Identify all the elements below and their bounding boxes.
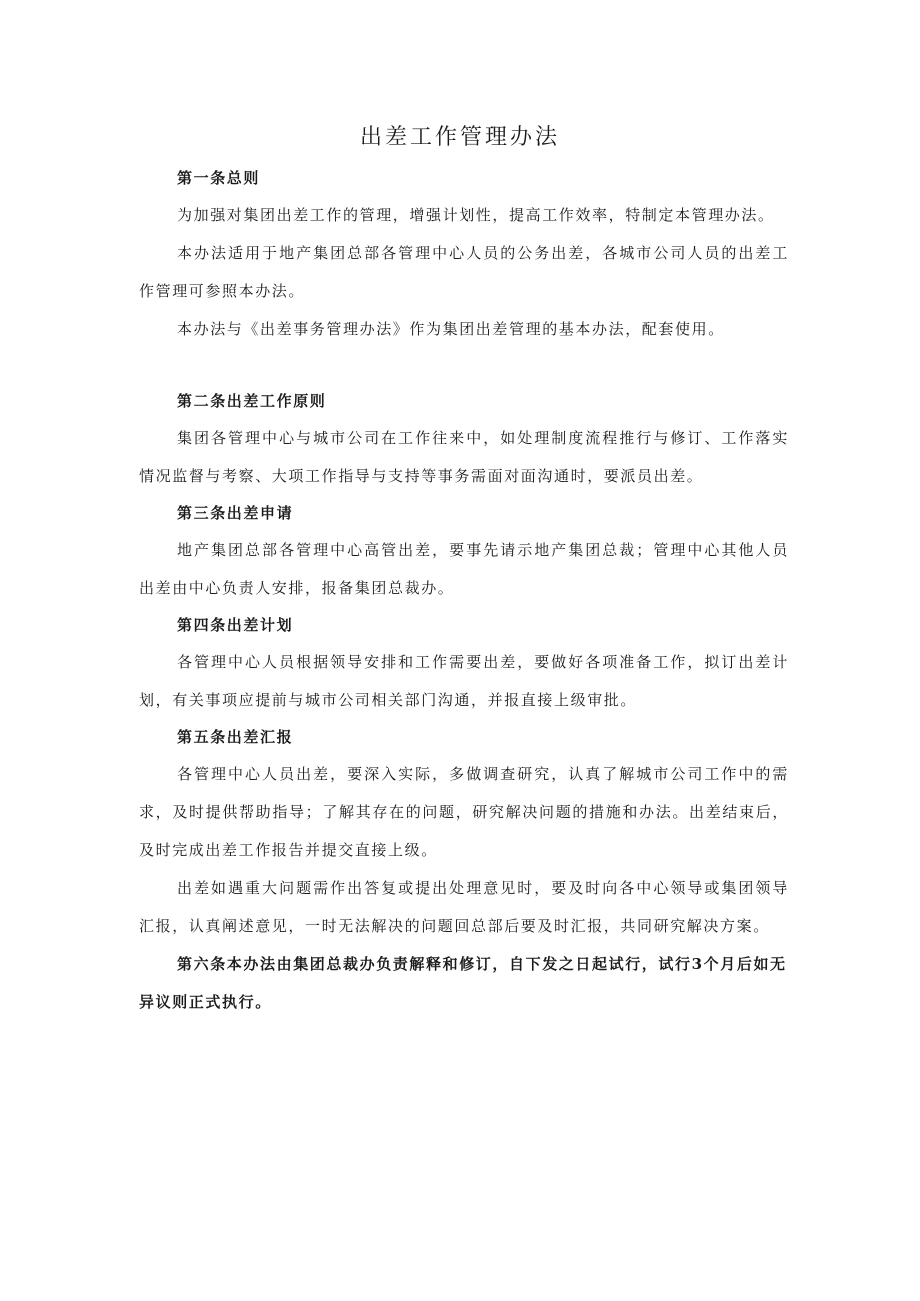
article-4-heading: 第四条出差计划 (177, 616, 294, 634)
article-3-paragraph-1: 地产集团总部各管理中心高管出差，要事先请示地产集团总裁；管理中心其他人员出差由中心负责人安排，报备集团总裁办。 (139, 541, 789, 597)
article-1-heading: 第一条总则 (177, 169, 261, 187)
article-1-paragraph-3: 本办法与《出差事务管理办法》作为集团出差管理的基本办法，配套使用。 (177, 320, 725, 338)
article-5-paragraph-1: 各管理中心人员出差，要深入实际，多做调查研究，认真了解城市公司工作中的需求，及时提供帮助指导；了解其存在的问题，研究解决问题的措施和办法。出差结束后，及时完成出差工作报告并提交直接上级。 (139, 765, 789, 859)
document-title: 出差工作管理办法 (359, 125, 560, 150)
article-1-paragraph-2: 本办法适用于地产集团总部各管理中心人员的公务出差，各城市公司人员的出差工作管理可参照本办法。 (139, 244, 789, 300)
article-5-paragraph-2: 出差如遇重大问题需作出答复或提出处理意见时，要及时向各中心领导或集团领导汇报，认真阐述意见，一时无法解决的问题回总部后要及时汇报，共同研究解决方案。 (139, 879, 789, 935)
article-6-text: 第六条本办法由集团总裁办负责解释和修订，自下发之日起试行，试行3个月后如无异议则正式执行。 (139, 955, 787, 1011)
article-3-heading: 第三条出差申请 (177, 504, 294, 522)
document-body (139, 160, 789, 1021)
article-2-paragraph-1: 集团各管理中心与城市公司在工作往来中，如处理制度流程推行与修订、工作落实情况监督与考察、大项工作指导与支持等事务需面对面沟通时，要派员出差。 (139, 429, 789, 485)
article-2-heading: 第二条出差工作原则 (177, 392, 327, 410)
section-spacer (139, 348, 789, 383)
article-1-paragraph-1: 为加强对集团出差工作的管理，增强计划性，提高工作效率，特制定本管理办法。 (177, 206, 775, 224)
article-5-heading: 第五条出差汇报 (177, 728, 294, 746)
article-4-paragraph-1: 各管理中心人员根据领导安排和工作需要出差，要做好各项准备工作，拟订出差计划，有关事项应提前与城市公司相关部门沟通，并报直接上级审批。 (139, 653, 789, 709)
